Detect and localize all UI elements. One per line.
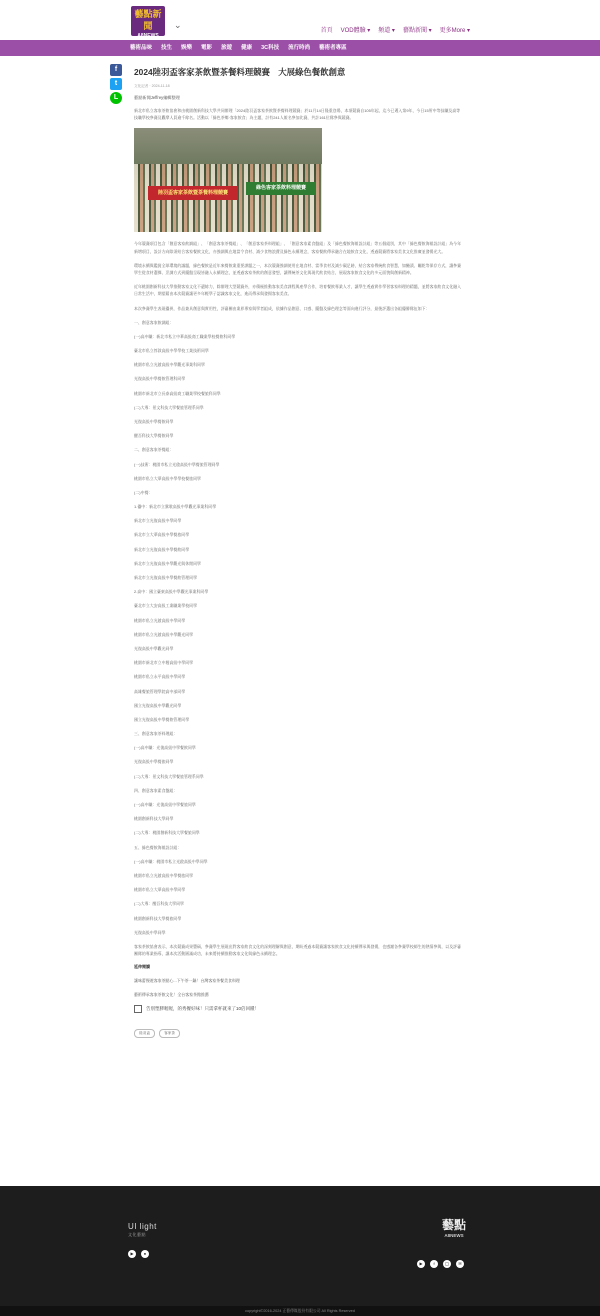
result-line: 桃園市新北市立中壢高級中學同學 [134,660,194,666]
result-line: (二)中餐： [134,489,153,495]
result-line: 新北市立光復高級中學觀光與休閒同學 [134,560,201,566]
results-list [134,319,464,936]
nav-channel[interactable]: 頻道 ▾ [378,28,395,34]
result-line: 新北市立大華高級中學餐旅同學 [134,532,190,538]
result-line: 光復高級中學觀光同學 [134,645,174,651]
result-line: 光復高級中學同學 [134,929,166,935]
share-bar [110,64,122,104]
nav-more[interactable]: 更多More ▾ [439,28,470,34]
category-item[interactable]: 藝術品味 [130,45,153,51]
line-icon[interactable]: L [110,92,122,104]
photo-banner: 陸羽盃客家茶飲暨茶餐料理競賽 [148,186,238,200]
category-item[interactable]: 娛樂 [181,45,193,51]
youtube-icon[interactable]: ▶ [128,1250,136,1258]
nav-vod[interactable]: VOD體驗 ▾ [340,28,371,34]
result-line: 1.優中：新北市立鶯歌高級中學觀光事業科同學 [134,504,217,510]
result-line: 桃園市私立永平高級中學同學 [134,674,186,680]
result-line: 光復高級中學餐旅同學 [134,759,174,765]
related-link[interactable]: 讓味蕾慢遊客家茶點心...下午茶一鍋！台灣客家茶餐美食料理 [134,978,240,984]
logo-text: 藝點新聞 [134,9,162,31]
facebook-icon[interactable]: f [110,64,122,76]
result-line: (二)大專：醒吾科技大學同學 [134,901,184,907]
result-line: 國立光復高級中學觀光同學 [134,702,182,708]
chevron-down-icon[interactable]: ⌄ [174,20,182,30]
nav-home[interactable]: 首頁 [320,28,333,34]
notice-text: 告別塑膠喔喔，的秀餐好味！只需拿杯就來了10倍回饋！ [146,1006,260,1012]
result-line: (二)大專：景文科技大學餐旅管理系同學 [134,773,204,779]
result-line: 醒吾科技大學餐飲同學 [134,433,174,439]
article [134,66,464,1038]
footer-left-logo-sub: 文化藝點 [128,1232,146,1237]
related-list [134,977,464,998]
result-line: 桃園市私立光啟高級中學餐旅同學 [134,872,194,878]
result-line: 臺北市私立惇敘高級中學學校工業技術同學 [134,348,209,354]
footer-right-logo-sub: A8NEWS [444,1233,464,1238]
category-item[interactable]: 電影 [201,45,213,51]
result-line: 三、創意客家茶料理組： [134,731,178,737]
result-line: 桃園市私立大華高級中學學校餐旅同學 [134,475,201,481]
tag-list [134,1029,464,1038]
result-line: 新北市立光復高級中學餐飲管理同學 [134,575,198,581]
footer-left-logo[interactable] [128,1222,157,1238]
result-line: 光復高級中學餐飲管理科同學 [134,376,186,382]
article-meta: 文化記者 · 2024-11-18 [134,84,170,88]
twitter-icon[interactable]: t [110,78,122,90]
category-item[interactable]: 健康 [241,45,253,51]
result-line: 桃園市新北市立長泰高級商工職業學校餐旅科同學 [134,390,221,396]
article-paragraph: 今年競賽項目包含「創意客家飲調組」、「創意客家茶餐組」、「創意客家茶料理組」、「創意客家素食盤組」及「綠色餐飲海報設計組」等五個組別，其中「綠色餐飲海報設計組」為今年新增項目，設計方向除須結合客家餐飲文化，亦強調與在地當令食材、減少食物浪費及綠色永續理念，客家餐飲傳承融合在地飲食文化，透過競賽將客家美食文化推廣並發揚光大。 [134,241,462,254]
category-item[interactable]: 旅遊 [221,45,233,51]
result-line: 新北市立光復高級中學餐飲同學 [134,546,190,552]
result-line: 國立光復高級中學餐飲管理同學 [134,716,190,722]
category-item[interactable]: 技生 [161,45,173,51]
article-photo [134,128,322,232]
footer-right-logo-text: 藝點 [442,1218,467,1232]
facebook-icon[interactable]: f [430,1260,438,1268]
article-author: 藝點新聞Jeffrey編輯整理 [134,95,180,100]
article-paragraph: 本次參賽學生表現優異，作品兼具創意與實用性，評審團由業界專家與學者組成，依據作品創意、口感、擺盤及綠色理念等面向進行評分，最後評選出各組優勝隊伍如下： [134,305,430,311]
mail-icon[interactable]: ✉ [456,1260,464,1268]
youtube-icon[interactable]: ▶ [417,1260,425,1268]
footer-left-icons [128,1250,149,1258]
photo-banner: 綠色客家茶飲料理競賽 [246,182,316,195]
result-line: 高雄餐旅管理學院高中部同學 [134,688,186,694]
tag[interactable]: 陸羽盃 [134,1029,155,1038]
result-line: (一)技術：桃園市私立光啟高級中學餐旅管理同學 [134,461,220,467]
result-line: 二、創意客家茶餐組： [134,447,174,453]
result-line: 桃園市私立光啟高級中學觀光事業科同學 [134,362,205,368]
result-line: (一)高中職：新北市私立中華高級商工職業學校餐飲科同學 [134,333,236,339]
result-line: 新北市立光復高級中學同學 [134,518,182,524]
result-line: (二)大專：桃園創新科技大學餐旅同學 [134,830,200,836]
site-logo[interactable] [131,6,165,39]
copyright: copyright©2016-2024 正藝傳媒股份有限公司 All Rights Reserved [0,1306,600,1316]
article-title: 2024陸羽盃客家茶飲暨茶餐料理競賽 大展綠色餐飲創意 [134,67,346,77]
result-line: 桃園市私立光啟高級中學同學 [134,617,186,623]
footer [0,1186,600,1316]
logo-sub: A8NEWS [137,33,159,39]
result-line: (一)高中職：桃園市私立光啟高級中學同學 [134,858,208,864]
category-item[interactable]: 藝術者專區 [319,45,347,51]
article-paragraph: 環境永續與鑑賞全球環境的議題，綠色餐飲是近年來餐飲業重要課題之一，本次競賽強調使用在地食材、當季食材及減少碳足跡，結合客家傳統飲食智慧，如醃漬、曬乾等保存方式，讓參賽學生從食材選擇、烹調方式到擺盤呈現皆融入永續理念，並透過客家茶飲的創意發想，讓傳統茶文化與現代飲食結合，展現客家飲食文化的多元面貌與創新精神。 [134,262,462,276]
result-line: 五、綠色餐飲海報設計組： [134,844,182,850]
result-line: 桃園創新科技大學同學 [134,816,174,822]
result-line: 光復高級中學餐飲同學 [134,418,174,424]
promo-notice[interactable] [134,1005,464,1013]
instagram-icon[interactable]: ◯ [444,1261,450,1266]
result-line: (一)高中職：光復高級中學餐飲同學 [134,745,196,751]
category-bar [0,40,600,56]
result-line: 一、創意客家飲調組： [134,319,174,325]
nav-news[interactable]: 藝點新聞 ▾ [402,28,432,34]
category-item[interactable]: 流行時尚 [288,45,311,51]
related-link[interactable]: 藝術傳承客家茶飲文化！全台客家茶館推薦 [134,992,209,998]
article-closing: 客家茶飲協會表示，本次競賽成果豐碩，參賽學生展現出對客家飲食文化的深刻理解與創意，期盼透過本競賽讓客家飲食文化持續傳承與發揚，也感謝各參賽學校師生的熱情參與，以及評審團隊的專業指導，讓本次活動圓滿成功，未來將持續推動客家文化與綠色永續理念。 [134,943,462,957]
article-paragraph: 近年桃園創新科技大學推動客家文化不遺餘力，除辦理大型競賽外，亦積極推動客家美食課程與產學合作，培育餐飲專業人才，讓學生透過實作學習客家料理的精髓，並將客家飲食文化融入日常生活中，期望藉由本次競賽讓更多年輕學子認識客家文化，進而傳承與發揚客家美食。 [134,284,462,297]
article-intro: 新北市私立客家茶飲協會和由桃園創新科技大學共同辦理「2024陸羽盃客家茶飲暨茶餐料理競賽」於11月14日隆重登場，本項競賽自105年起，迄今已邁入第9年，今日15所中等技職及高等技職學校參賽及觀摩人員逾千餘名。活動以「綠色茶鄉‧客家飲食」為主題，計有241人報名參加比賽，共計161位隊參與競賽。 [134,108,461,121]
related-heading: 延伸閱讀 [134,964,150,970]
result-line: 桃園市私立光啟高級中學觀光同學 [134,631,194,637]
result-line: 臺北市立大安高級工業職業學校同學 [134,603,198,609]
footer-left-logo-text: UI light [128,1222,157,1231]
footer-right-icons [417,1260,464,1268]
notice-icon [134,1005,142,1013]
top-header [0,0,600,40]
result-line: 桃園市私立大華高級中學同學 [134,887,186,893]
tag[interactable]: 客家茶 [159,1029,180,1038]
chat-icon[interactable]: ● [141,1250,149,1258]
result-line: 2.高中：國立臺東高級中學觀光事業科同學 [134,589,209,595]
result-line: 桃園創新科技大學餐旅同學 [134,915,182,921]
top-nav [321,25,470,34]
result-line: (一)高中職：光復高級中學餐旅同學 [134,802,196,808]
result-line: 四、創意客家素食盤組： [134,787,178,793]
footer-right-logo[interactable] [442,1216,466,1238]
category-item[interactable]: 3C科技 [261,45,280,51]
result-line: (二)大專：景文科技大學餐旅管理系同學 [134,404,204,410]
